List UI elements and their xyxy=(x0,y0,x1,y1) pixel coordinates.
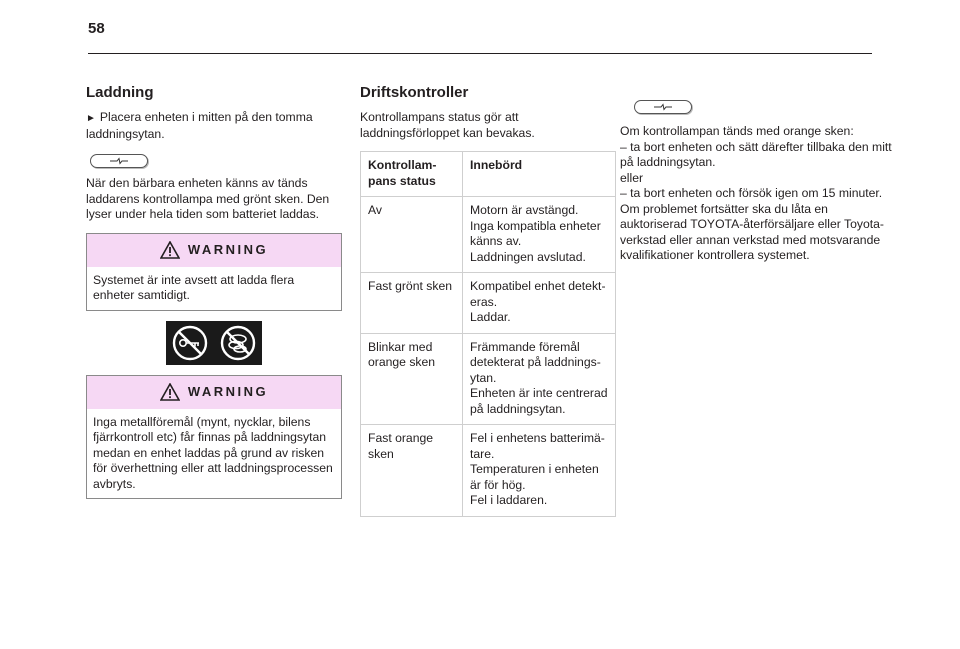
table-cell-status: Av xyxy=(361,197,463,273)
table-header-cell: Kontrollam- pans status xyxy=(361,152,463,197)
section-heading-driftskontroller: Driftskontroller xyxy=(360,84,469,101)
no-coins-icon xyxy=(219,324,257,362)
warning-text: Systemet är inte avsett att ladda flera enheter samtidigt. xyxy=(93,272,295,302)
intro-text: Kontrollampans status gör att laddningsförloppet kan bevakas. xyxy=(360,110,535,140)
table-cell-status: Fast orange sken xyxy=(361,425,463,517)
status-table xyxy=(360,151,616,517)
text-line: Om kontrollampan tänds med orange sken: xyxy=(620,124,854,138)
page-number: 58 xyxy=(88,20,105,37)
prohibited-items-symbols xyxy=(166,321,262,365)
middle-column xyxy=(360,84,617,517)
table-header-cell: Innebörd xyxy=(463,152,616,197)
table-row xyxy=(361,425,616,517)
section-heading-laddning: Laddning xyxy=(86,84,154,101)
warning-text: Inga metallföremål (mynt, nycklar, bilens fjärrkontroll etc) får finnas på laddningsytan medan en enhet laddas på grund av risken för överhettning eller att laddningsprocessen avbryts. xyxy=(93,414,333,491)
warning-box-multiple-devices xyxy=(86,233,342,311)
table-row xyxy=(361,197,616,273)
bullet-arrow-icon: ► xyxy=(86,113,96,124)
instruction-bullet xyxy=(86,110,342,142)
text-line: – ta bort enheten och försök igen om 15 minuter. xyxy=(620,186,883,200)
warning-title: WARNING xyxy=(187,242,269,258)
warning-title: WARNING xyxy=(187,384,269,400)
table-cell-meaning: Fel i enhetens batterimä- tare. Temperaturen i enheten är för hög. Fel i laddaren. xyxy=(463,425,616,517)
table-row xyxy=(361,273,616,334)
no-keys-icon xyxy=(171,324,209,362)
charging-indicator-icon xyxy=(90,154,148,168)
text-line: – ta bort enheten och sätt därefter tillbaka den mitt på laddningsytan. xyxy=(620,139,892,169)
warning-header xyxy=(87,376,341,409)
table-row xyxy=(361,333,616,425)
table-header-row xyxy=(361,152,616,197)
charging-indicator-icon xyxy=(634,100,692,114)
header-divider xyxy=(88,53,872,54)
left-column xyxy=(86,84,342,499)
warning-triangle-icon xyxy=(160,383,180,401)
warning-triangle-icon xyxy=(160,241,180,259)
table-cell-status: Blinkar med orange sken xyxy=(361,333,463,425)
table-cell-meaning: Kompatibel enhet detekt- eras. Laddar. xyxy=(463,273,616,334)
charging-description: När den bärbara enheten känns av tänds laddarens kontrollampa med grönt sken. Den lyser under hela tiden som batteriet laddas. xyxy=(86,176,330,221)
table-cell-meaning: Motorn är avstängd. Inga kompatibla enheter känns av. Laddningen avslutad. xyxy=(463,197,616,273)
right-column xyxy=(620,84,892,264)
table-cell-meaning: Främmande föremål detekterat på laddnings- ytan. Enheten är inte centrerad på laddningsytan. xyxy=(463,333,616,425)
troubleshooting-text xyxy=(620,124,892,264)
text-line: Om problemet fortsätter ska du låta en auktoriserad TOYOTA-återförsäljare eller Toyota-verkstad eller annan verkstad med motsvarande kvalifikationer kontrollera systemet. xyxy=(620,201,884,262)
warning-box-metal-objects xyxy=(86,375,342,500)
text-line: eller xyxy=(620,170,644,185)
instruction-text: Placera enheten i mitten på den tomma laddningsytan. xyxy=(86,110,313,141)
table-cell-status: Fast grönt sken xyxy=(361,273,463,334)
warning-header xyxy=(87,234,341,267)
